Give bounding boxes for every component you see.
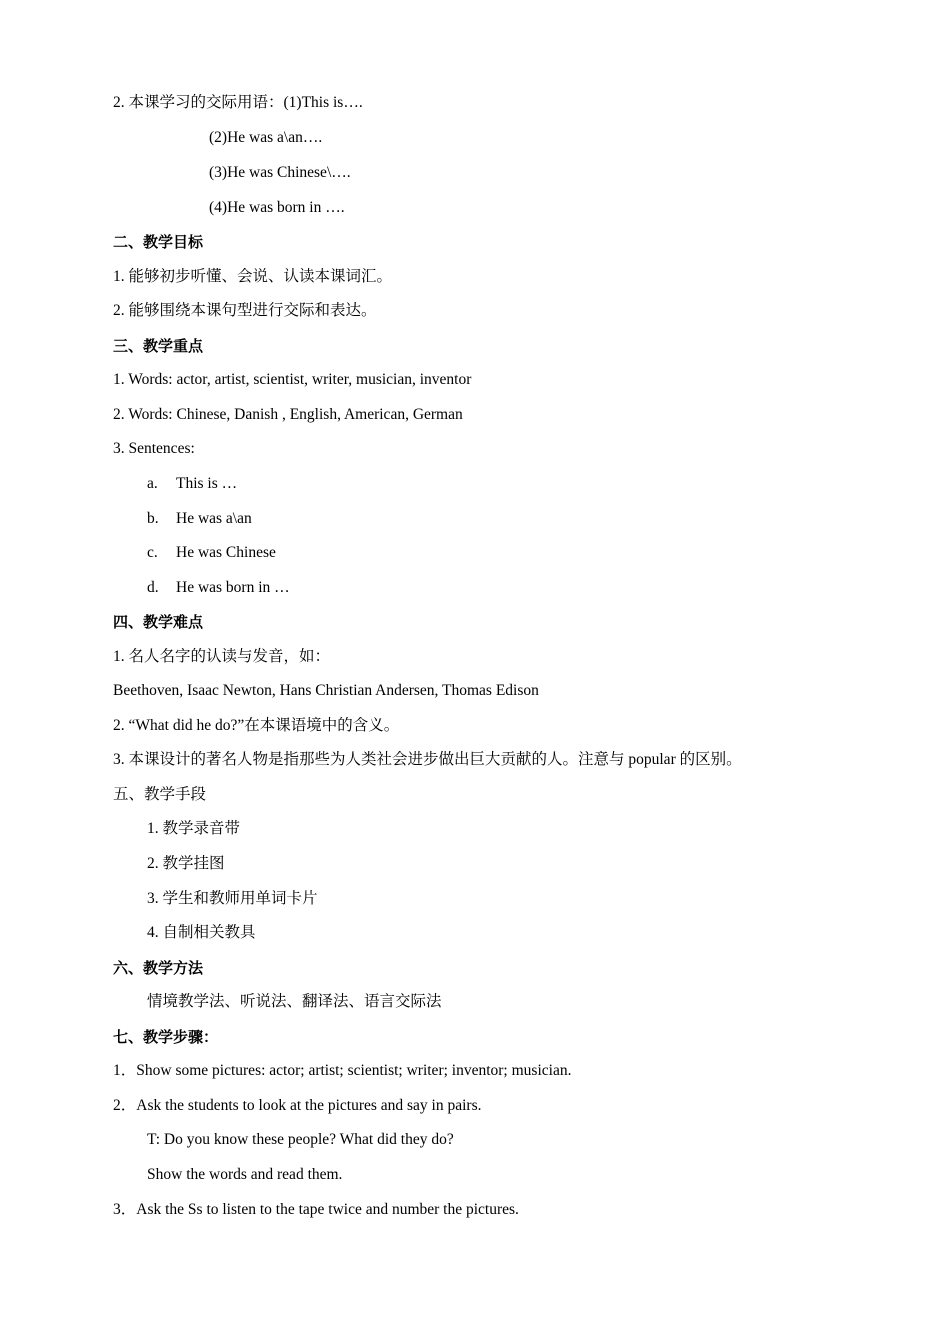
sentence-text: He was born in … [176,579,290,596]
sentence-c [147,543,276,563]
key-point-2: 2. Words: Chinese, Danish , English, American, German [113,406,463,423]
heading-methods: 六、教学方法 [113,959,204,977]
means-3: 3. 学生和教师用单词卡片 [147,890,318,907]
means-4: 4. 自制相关教具 [147,924,256,941]
sentence-marker: c. [147,544,158,561]
step-1: 1．Show some pictures: actor; artist; scientist; writer; inventor; musician. [113,1062,572,1079]
key-point-3: 3. Sentences: [113,440,195,457]
step-3: 3．Ask the Ss to listen to the tape twice and number the pictures. [113,1201,519,1218]
sentence-marker: b. [147,510,159,527]
sentence-text: He was a\an [176,510,252,527]
heading-means: 五、教学手段 [113,786,207,803]
step-2: 2．Ask the students to look at the pictures and say in pairs. [113,1097,482,1114]
sentence-marker: a. [147,475,158,492]
heading-objectives: 二、教学目标 [113,233,204,251]
heading-difficulties: 四、教学难点 [113,613,204,631]
objective-2: 2. 能够围绕本课句型进行交际和表达。 [113,302,377,319]
intro-line: 2. 本课学习的交际用语：(1)This is…. [113,94,363,111]
step-2-question: T: Do you know these people? What did they do? [147,1131,454,1148]
sentence-a [147,474,237,494]
sentence-text: This is … [176,475,238,492]
difficulty-names: Beethoven, Isaac Newton, Hans Christian Andersen, Thomas Edison [113,682,539,699]
means-2: 2. 教学挂图 [147,855,225,872]
difficulty-3: 3. 本课设计的著名人物是指那些为人类社会进步做出巨大贡献的人。注意与 popular 的区别。 [113,751,742,768]
methods-text: 情境教学法、听说法、翻译法、语言交际法 [147,993,442,1010]
key-point-1: 1. Words: actor, artist, scientist, writer, musician, inventor [113,371,472,388]
means-1: 1. 教学录音带 [147,820,241,837]
expression-3: (3)He was Chinese\…. [209,164,351,181]
sentence-text: He was Chinese [176,544,276,561]
objective-1: 1. 能够初步听懂、会说、认读本课词汇。 [113,268,393,285]
expression-4: (4)He was born in …. [209,199,345,216]
difficulty-1: 1. 名人名字的认读与发音，如： [113,648,331,665]
heading-steps: 七、教学步骤： [113,1028,219,1046]
sentence-marker: d. [147,579,159,596]
difficulty-2: 2. “What did he do?”在本课语境中的含义。 [113,717,400,734]
sentence-b [147,509,252,529]
heading-key-points: 三、教学重点 [113,337,204,355]
expression-2: (2)He was a\an…. [209,129,323,146]
sentence-d [147,578,290,598]
step-2-words: Show the words and read them. [147,1166,343,1183]
